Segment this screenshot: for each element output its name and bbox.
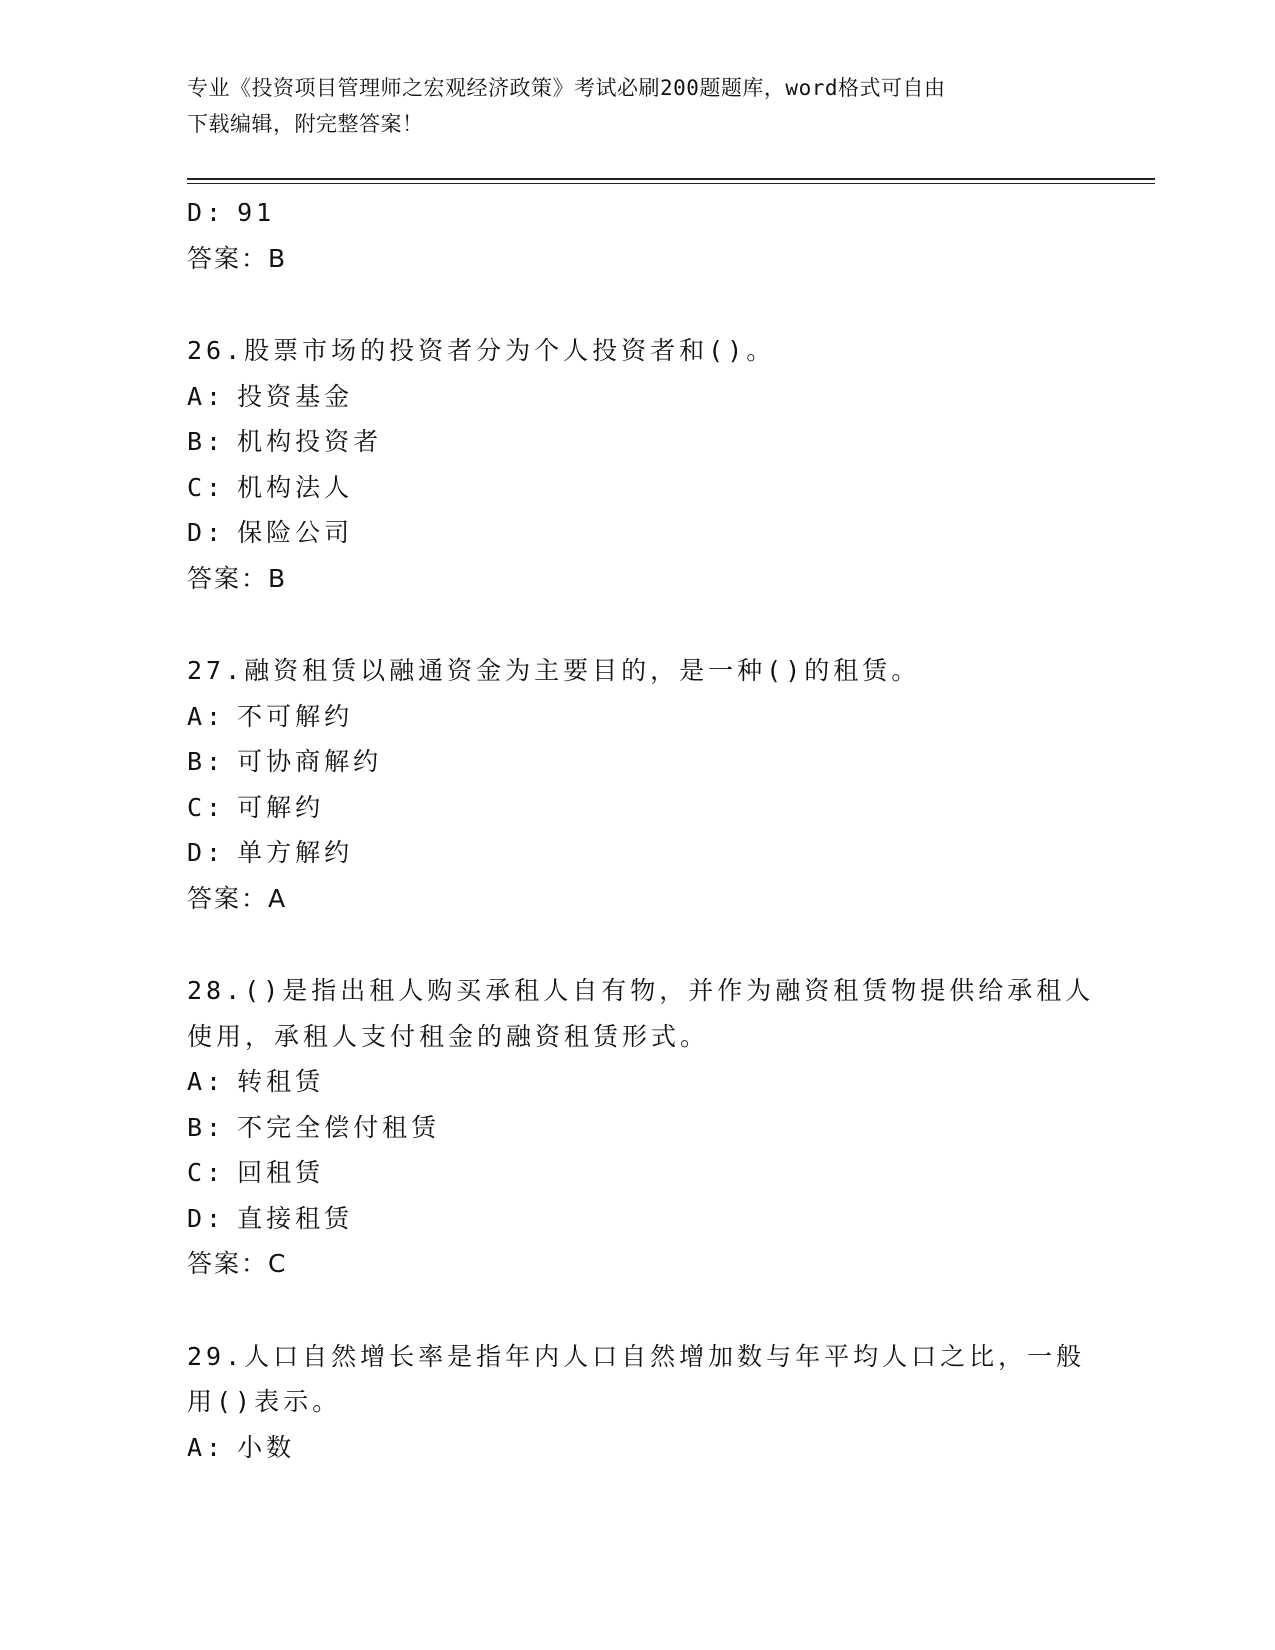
option-line: [187, 374, 1087, 420]
option-line: [187, 1150, 1087, 1196]
option-line: [187, 694, 1087, 740]
option-text: 91: [237, 198, 276, 227]
option-text: 可协商解约: [237, 747, 383, 776]
option-letter: D:: [187, 518, 226, 547]
option-text: 保险公司: [237, 518, 354, 547]
spacer: [187, 1287, 1087, 1334]
option-letter: B:: [187, 1112, 226, 1142]
option-text: 单方解约: [237, 838, 354, 867]
option-letter: A:: [187, 1067, 226, 1096]
answer-line: 答案：A: [187, 883, 288, 913]
question-stem-line: 使用，承租人支付租金的融资租赁形式。: [187, 1021, 710, 1051]
option-letter: D:: [187, 198, 226, 227]
option-line: [187, 1059, 1087, 1105]
option-line: [187, 1425, 1087, 1471]
answer-line: 答案：C: [187, 1249, 288, 1278]
option-line: [187, 785, 1087, 831]
option-line: [187, 465, 1087, 511]
option-line: [187, 830, 1087, 876]
document-body: [187, 190, 1095, 1470]
option-text: 不可解约: [237, 701, 354, 731]
question-block: [187, 1334, 1087, 1471]
question-stem-line: 28.()是指出租人购买承租人自有物，并作为融资租赁物提供给承租人: [187, 976, 1095, 1005]
option-letter: A:: [187, 381, 226, 411]
page-header: [187, 70, 1077, 142]
question-block: [187, 968, 1095, 1287]
header-divider: [187, 178, 1155, 184]
option-line: [187, 190, 1087, 236]
option-text: 可解约: [237, 792, 325, 822]
option-text: 直接租赁: [237, 1203, 354, 1233]
option-line: [187, 510, 1087, 556]
option-line: [187, 419, 1087, 465]
question-stem: 27.融资租赁以融通资金为主要目的，是一种()的租赁。: [187, 656, 921, 685]
spacer: [187, 281, 1087, 328]
question-block: [187, 328, 1087, 601]
option-letter: D:: [187, 1203, 226, 1233]
option-line: [187, 1196, 1087, 1242]
option-text: 回租赁: [237, 1158, 325, 1187]
option-text: 机构法人: [237, 472, 354, 502]
option-text: 小数: [237, 1432, 296, 1462]
spacer: [187, 601, 1087, 648]
question-stem-line: 用()表示。: [187, 1387, 342, 1416]
header-line-1: 专业《投资项目管理师之宏观经济政策》考试必刷200题题库，word格式可自由: [187, 76, 946, 100]
option-letter: C:: [187, 472, 226, 502]
option-text: 转租赁: [237, 1067, 325, 1096]
question-stem: 26.股票市场的投资者分为个人投资者和()。: [187, 336, 776, 365]
option-letter: B:: [187, 747, 226, 776]
option-letter: D:: [187, 838, 226, 867]
question-stem-line: 29.人口自然增长率是指年内人口自然增加数与年平均人口之比，一般: [187, 1341, 1086, 1371]
option-text: 投资基金: [237, 381, 354, 411]
option-letter: C:: [187, 1158, 226, 1187]
spacer: [187, 921, 1087, 968]
option-letter: B:: [187, 427, 226, 456]
answer-line: 答案：B: [187, 243, 288, 273]
option-letter: A:: [187, 1432, 226, 1462]
option-letter: A:: [187, 701, 226, 731]
option-text: 机构投资者: [237, 427, 383, 456]
option-line: [187, 1105, 1087, 1151]
option-line: [187, 739, 1087, 785]
option-letter: C:: [187, 792, 226, 822]
option-text: 不完全偿付租赁: [237, 1112, 441, 1142]
answer-line: 答案：B: [187, 563, 288, 593]
question-block: [187, 648, 1087, 921]
header-line-2: 下载编辑，附完整答案！: [187, 112, 424, 136]
